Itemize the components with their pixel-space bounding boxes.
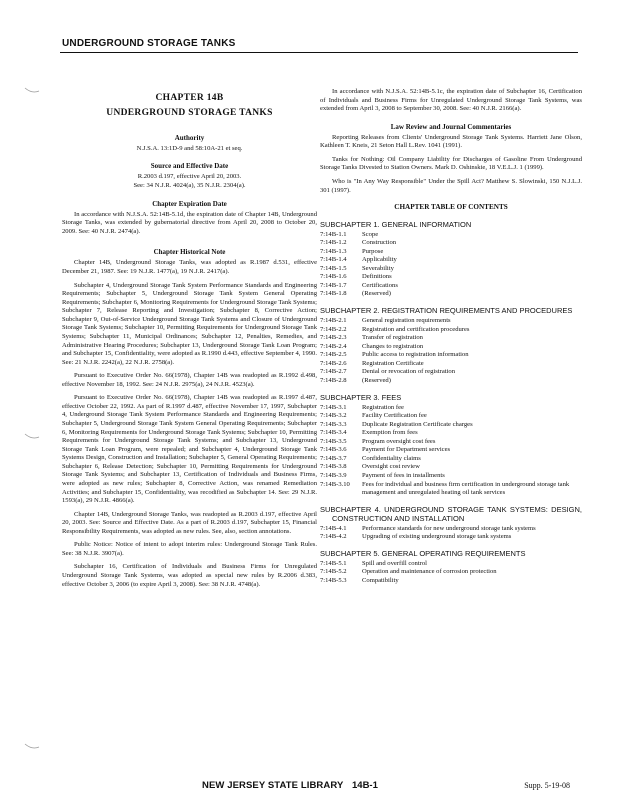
history-paragraph: Chapter 14B, Underground Storage Tanks, was adopted as R.1987 d.531, effective December 21, 1987. See: 19 N.J.R. 1477(a), 19 N.J.R. 2417(a). [62,259,317,275]
history-paragraph: Public Notice: Notice of intent to adopt interim rules: Underground Storage Tank Rules. See: 38 N.J.R. 3907(a). [62,541,317,557]
toc-section-number: 7:14B-2.6 [320,359,347,367]
toc-section-number: 7:14B-1.7 [320,281,347,289]
toc-entry [320,248,582,257]
toc-entry [320,481,582,498]
toc-entry [320,239,582,248]
page-number: 14B-1 [352,780,378,791]
toc-section-number: 7:14B-2.8 [320,376,347,384]
library-stamp: NEW JERSEY STATE LIBRARY [202,780,344,791]
history-paragraph: Pursuant to Executive Order No. 66(1978), Chapter 14B was readopted as R.1992 d.498, effective November 18, 1992. See: 24 N.J.R. 2975(a), 24 N.J.R. 4523(a). [62,372,317,388]
toc-section-title: Operation and maintenance of corrosion protection [362,568,497,576]
toc-section-title: Public access to registration information [362,351,469,359]
toc-section-title: Purpose [362,247,384,255]
toc-subchapter-heading: SUBCHAPTER 4. UNDERGROUND STORAGE TANK SYSTEMS: DESIGN, CONSTRUCTION AND INSTALLATION [320,504,582,523]
toc-entry [320,446,582,455]
toc-section-title: Registration Certificate [362,359,424,367]
source-line: R.2003 d.197, effective April 20, 2003. [137,173,242,181]
history-heading: Chapter Historical Note [153,248,226,257]
toc-section-title: Construction [362,239,397,247]
toc-section-number: 7:14B-1.6 [320,273,347,281]
law-review-entry: Tanks for Nothing: Oil Company Liability for Discharges of Gasoline From Underground Storage Tanks Divested to Station Owners. Mark D. Oshinskie, 18 V.E.L.J. 1 (1999). [320,155,582,172]
toc-section-title: Denial or revocation of registration [362,368,456,376]
toc-section-title: Program oversight cost fees [362,437,436,445]
left-column [62,62,317,594]
toc-subchapter-heading: SUBCHAPTER 1. GENERAL INFORMATION [320,219,472,229]
toc-section-number: 7:14B-3.4 [320,429,347,437]
toc-entry [320,455,582,464]
toc-entry [320,472,582,481]
toc-entry [320,273,582,282]
toc-section-title: Registration and certification procedures [362,325,470,333]
toc-title: CHAPTER TABLE OF CONTENTS [394,203,508,212]
toc-entry [320,282,582,291]
chapter-number: CHAPTER 14B [155,93,224,103]
toc-entry [320,525,582,534]
toc-section-title: Spill and overfill control [362,559,428,567]
toc-entry [320,421,582,430]
running-header: UNDERGROUND STORAGE TANKS [62,38,236,49]
margin-hole-mark [24,432,40,440]
toc-section-number: 7:14B-2.3 [320,334,347,342]
toc-entry [320,429,582,438]
toc-section-title: Facility Certification fee [362,412,427,420]
authority-text: N.J.S.A. 13:1D-9 and 58:10A-21 et seq. [136,144,243,152]
toc-section-number: 7:14B-2.4 [320,342,347,350]
toc-section-title: General registration requirements [362,317,451,325]
toc-section-title: Confidentiality claims [362,454,421,462]
toc-entry [320,343,582,352]
toc-section-number: 7:14B-1.1 [320,230,347,238]
right-column [320,62,582,586]
toc-entry [320,334,582,343]
toc-section-number: 7:14B-1.5 [320,264,347,272]
toc-entry [320,351,582,360]
toc-section-number: 7:14B-4.2 [320,533,347,541]
toc-section-title: Payment for Department services [362,446,451,454]
toc-entry [320,533,582,542]
toc-entry [320,463,582,472]
toc-entry [320,326,582,335]
supplement-date: Supp. 5-19-08 [524,781,570,790]
history-paragraph: Pursuant to Executive Order No. 66(1978), Chapter 14B was readopted as R.1997 d.487, effective October 22, 1992. As part of R.1997 d.487, effective November 17, 1997, Subchapter 4, Underground Storage Tank System Performance Standards and Engineering Requirements; Subchapter 5, Underground Storage Tank System General Operating Requirements; Subchapter 6, Monitoring Requirements for Underground Storage Tank Systems; Subchapter 10, Permitting Requirements for Underground Storage Tank Systems; and Subchapter 13, Underground Storage Tank Loan Program, were repealed; and Subchapter 4, Underground Storage Tank Systems Design, Construction and Installation; Subchapter 5, General Operating Requirements; Subchapter 6, Release Detection; Subchapter 10, Permitting Requirements for Underground Storage Tank Systems; and Subchapter 13, Certification of Individuals and Business Firms, were adopted as new rules; Subchapter 8, Corrective Action, was renamed Remediation Activities; and Subchapter 15, Confidentiality, was recodified as Subchapter 14. See: 29 N.J.R. 1593(a), 29 N.J.R. 4866(a). [62,394,317,505]
toc-entry [320,256,582,265]
toc-section-number: 7:14B-3.3 [320,420,347,428]
toc-section-title: Certifications [362,281,398,289]
history-paragraph: Subchapter 4, Underground Storage Tank System Performance Standards and Engineering Requirements; Subchapter 5, Underground Storage Tank System General Operating Requirements; Subchapter 6, Monitoring Requirements for Underground Storage Tank Systems; Subchapter 7, Release Reporting and Investigation; Subchapter 8, Corrective Action; Subchapter 9, Out-of-Service Underground Storage Tank Systems and Closure of Underground Storage Tank Systems; Subchapter 10, Permitting Requirements for Underground Storage Tank Systems; Subchapter 11, Municipal Ordinances; Subchapter 12, Penalties, Remedies, and Administrative Hearing Procedures; Subchapter 13, Underground Storage Tank Loan Program; and Subchapter 15, Confidentiality, were adopted as R.1990 d.443, effective September 4, 1990. See: 21 N.J.R. 2242(a), 22 N.J.R. 2758(a). [62,281,317,366]
toc-section-title: Fees for individual and business firm certification in underground storage tank management and unregulated heating oil tank services [362,480,570,497]
toc-entry [320,290,582,299]
toc-section-title: Exemption from fees [362,429,418,437]
expiration-extension-paragraph: In accordance with N.J.S.A. 52:14B-5.1c, the expiration date of Subchapter 16, Certification of Individuals and Business Firms for Unregulated Underground Storage Tank Systems, was extended from April 3, 2008 to September 30, 2008. See: 40 N.J.R. 2166(a). [320,88,582,113]
toc-section-title: Scope [362,230,379,238]
toc-section-title: Duplicate Registration Certificate charges [362,420,473,428]
toc-section-number: 7:14B-1.4 [320,256,347,264]
toc-entry [320,404,582,413]
toc-section-number: 7:14B-3.2 [320,412,347,420]
toc-entry [320,360,582,369]
toc-section-number: 7:14B-2.1 [320,317,347,325]
toc-section-number: 7:14B-1.8 [320,290,347,298]
toc-section-title: Performance standards for new underground storage tank systems [362,524,536,532]
toc-section-number: 7:14B-2.5 [320,351,347,359]
toc-section-title: Definitions [362,273,392,281]
toc-section-number: 7:14B-2.7 [320,368,347,376]
toc-section-number: 7:14B-5.2 [320,568,347,576]
toc-subchapter-heading: SUBCHAPTER 2. REGISTRATION REQUIREMENTS AND PROCEDURES [320,306,573,316]
toc-section-number: 7:14B-3.1 [320,403,347,411]
toc-entry [320,317,582,326]
law-review-entry: Reporting Releases from Clients' Underground Storage Tank Systems. Harriett Jane Olson, Kathleen T. Kneis, 21 Seton Hall L.Rev. 1041 (1991). [320,133,582,150]
authority-heading: Authority [174,133,205,142]
toc-entry [320,568,582,577]
toc-entry [320,560,582,569]
law-review-heading: Law Review and Journal Commentaries [390,122,512,131]
toc-section-number: 7:14B-3.9 [320,472,347,480]
toc-entry [320,577,582,586]
toc-section-number: 7:14B-1.3 [320,247,347,255]
margin-hole-mark [24,86,40,94]
toc-entry [320,412,582,421]
toc-section-title: Transfer of registration [362,334,423,342]
toc-section-title: Applicability [362,256,397,264]
table-of-contents [320,220,582,586]
toc-entry [320,231,582,240]
page-footer [62,780,578,794]
margin-hole-mark [24,742,40,750]
toc-entry [320,438,582,447]
toc-section-title: (Reserved) [362,376,391,384]
toc-entry [320,265,582,274]
toc-section-number: 7:14B-5.3 [320,576,347,584]
expiration-text: In accordance with N.J.S.A. 52:14B-5.1d, the expiration date of Chapter 14B, Underground Storage Tanks, was extended by gubernatorial directive from April 20, 2008 to October 20, 2009. See: 40 N.J.R. 2474(a). [62,210,317,235]
header-rule [60,52,578,53]
history-paragraph: Subchapter 16, Certification of Individuals and Business Firms for Unregulated Underground Storage Tank Systems, was adopted as special new rules by R.2006 d.383, effective October 3, 2006 (to expire April 3, 2008). See: 38 N.J.R. 4748(a). [62,563,317,588]
law-review-entry: Who is "In Any Way Responsible" Under the Spill Act? Matthew S. Slowinski, 150 N.J.L.J. 301 (1997). [320,178,582,194]
toc-section-number: 7:14B-3.8 [320,463,347,471]
toc-section-number: 7:14B-5.1 [320,559,347,567]
toc-section-number: 7:14B-3.5 [320,437,347,445]
source-heading: Source and Effective Date [150,162,229,171]
source-line: See: 34 N.J.R. 4024(a), 35 N.J.R. 2304(a). [133,182,246,189]
chapter-title: UNDERGROUND STORAGE TANKS [106,108,273,119]
toc-section-title: (Reserved) [362,290,391,298]
toc-section-title: Changes to registration [362,342,424,350]
toc-subchapter-heading: SUBCHAPTER 5. GENERAL OPERATING REQUIREMENTS [320,548,526,558]
toc-section-title: Oversight cost review [362,463,420,471]
toc-section-number: 7:14B-3.7 [320,454,347,462]
toc-section-title: Payment of fees in installments [362,472,445,480]
toc-section-title: Registration fee [362,403,404,411]
toc-subchapter-heading: SUBCHAPTER 3. FEES [320,392,402,402]
toc-entry [320,377,582,386]
expiration-heading: Chapter Expiration Date [152,199,227,208]
toc-section-number: 7:14B-3.6 [320,446,347,454]
toc-section-number: 7:14B-1.2 [320,239,347,247]
history-paragraph: Chapter 14B, Underground Storage Tanks, was readopted as R.2003 d.197, effective April 20, 2003. See: Source and Effective Date. As a part of R.2003 d.197, Subchapter 15, Financial Responsibility Requirements, was adopted as new rules. See, also, section annotations. [62,510,317,535]
toc-section-title: Upgrading of existing underground storage tank systems [362,533,512,541]
toc-section-title: Severability [362,264,394,272]
toc-section-number: 7:14B-3.10 [320,480,350,488]
toc-section-title: Compatibility [362,576,399,584]
toc-entry [320,368,582,377]
toc-section-number: 7:14B-4.1 [320,524,347,532]
toc-section-number: 7:14B-2.2 [320,325,347,333]
